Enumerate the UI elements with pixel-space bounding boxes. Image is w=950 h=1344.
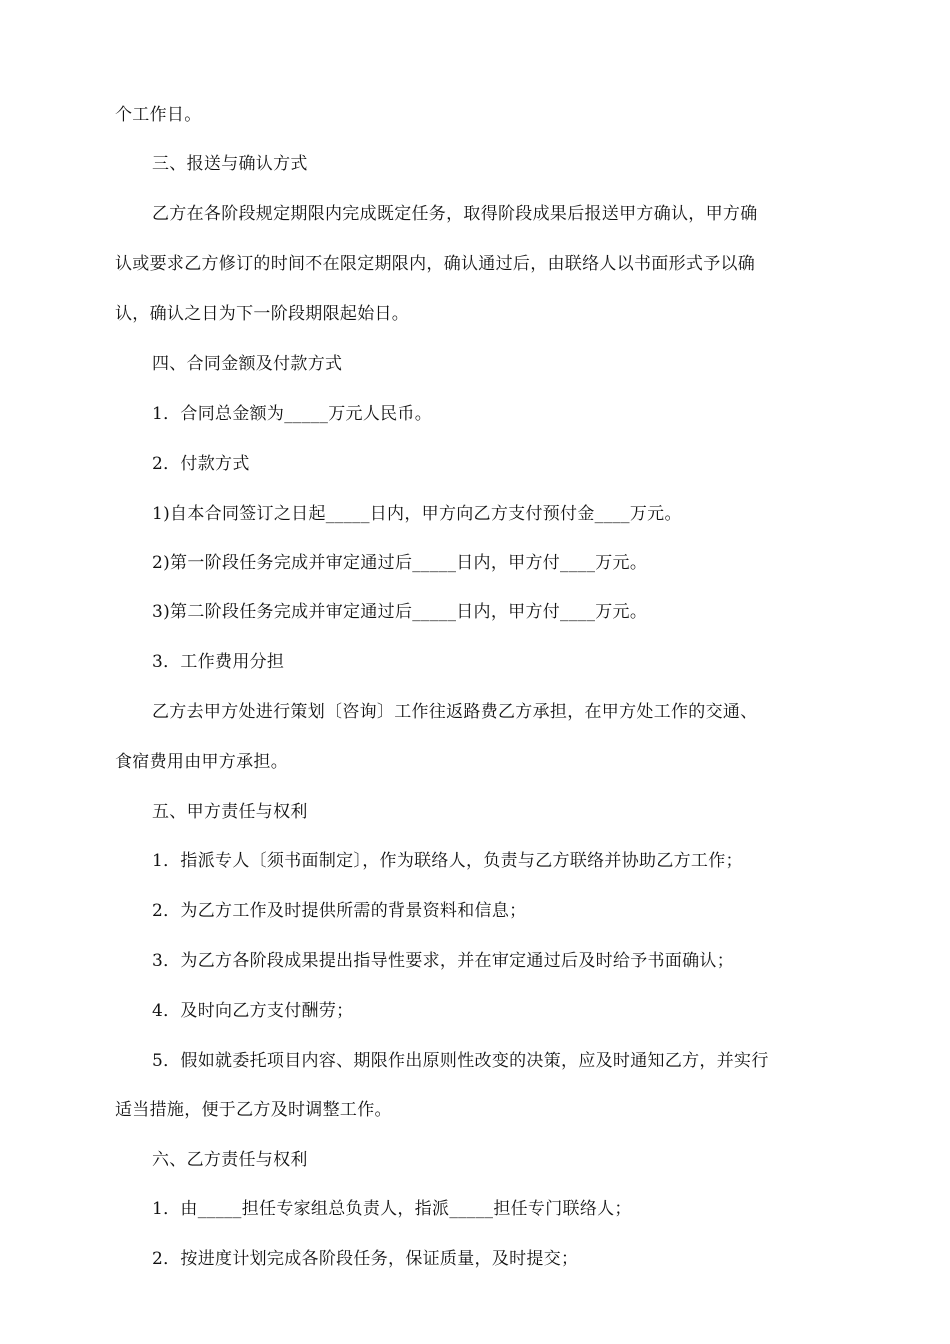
clause-line: 1．由_____担任专家组总负责人，指派_____担任专门联络人； bbox=[152, 1199, 632, 1219]
clause-line: 4．及时向乙方支付酬劳； bbox=[152, 1001, 354, 1021]
clause-line: 3．工作费用分担 bbox=[152, 652, 285, 672]
clause-line: 3．为乙方各阶段成果提出指导性要求，并在审定通过后及时给予书面确认； bbox=[152, 951, 735, 971]
section-heading-4: 四、合同金额及付款方式 bbox=[152, 354, 343, 374]
paragraph-line: 认或要求乙方修订的时间不在限定期限内，确认通过后，由联络人以书面形式予以确 bbox=[115, 254, 756, 274]
paragraph-line: 食宿费用由甲方承担。 bbox=[115, 752, 288, 772]
clause-line: 1．合同总金额为_____万元人民币。 bbox=[152, 404, 433, 424]
clause-line: 2．付款方式 bbox=[152, 454, 250, 474]
text-line-continuation: 个工作日。 bbox=[115, 105, 202, 125]
section-heading-5: 五、甲方责任与权利 bbox=[152, 802, 308, 822]
paragraph-line: 乙方去甲方处进行策划〔咨询〕工作往返路费乙方承担，在甲方处工作的交通、 bbox=[152, 702, 758, 722]
clause-line: 3)第二阶段任务完成并审定通过后_____日内，甲方付____万元。 bbox=[152, 602, 648, 622]
clause-line: 2．按进度计划完成各阶段任务，保证质量，及时提交； bbox=[152, 1249, 579, 1269]
section-heading-3: 三、报送与确认方式 bbox=[152, 154, 308, 174]
clause-line: 2)第一阶段任务完成并审定通过后_____日内，甲方付____万元。 bbox=[152, 553, 648, 573]
paragraph-line: 适当措施，便于乙方及时调整工作。 bbox=[115, 1100, 392, 1120]
clause-line: 2．为乙方工作及时提供所需的背景资料和信息； bbox=[152, 901, 527, 921]
clause-line: 1)自本合同签订之日起_____日内，甲方向乙方支付预付金____万元。 bbox=[152, 504, 682, 524]
clause-line: 5．假如就委托项目内容、期限作出原则性改变的决策，应及时通知乙方，并实行 bbox=[152, 1051, 769, 1071]
paragraph-line: 认，确认之日为下一阶段期限起始日。 bbox=[115, 304, 410, 324]
clause-line: 1．指派专人〔须书面制定〕，作为联络人，负责与乙方联络并协助乙方工作； bbox=[152, 851, 743, 871]
paragraph-line: 乙方在各阶段规定期限内完成既定任务，取得阶段成果后报送甲方确认，甲方确 bbox=[152, 204, 758, 224]
section-heading-6: 六、乙方责任与权利 bbox=[152, 1150, 308, 1170]
